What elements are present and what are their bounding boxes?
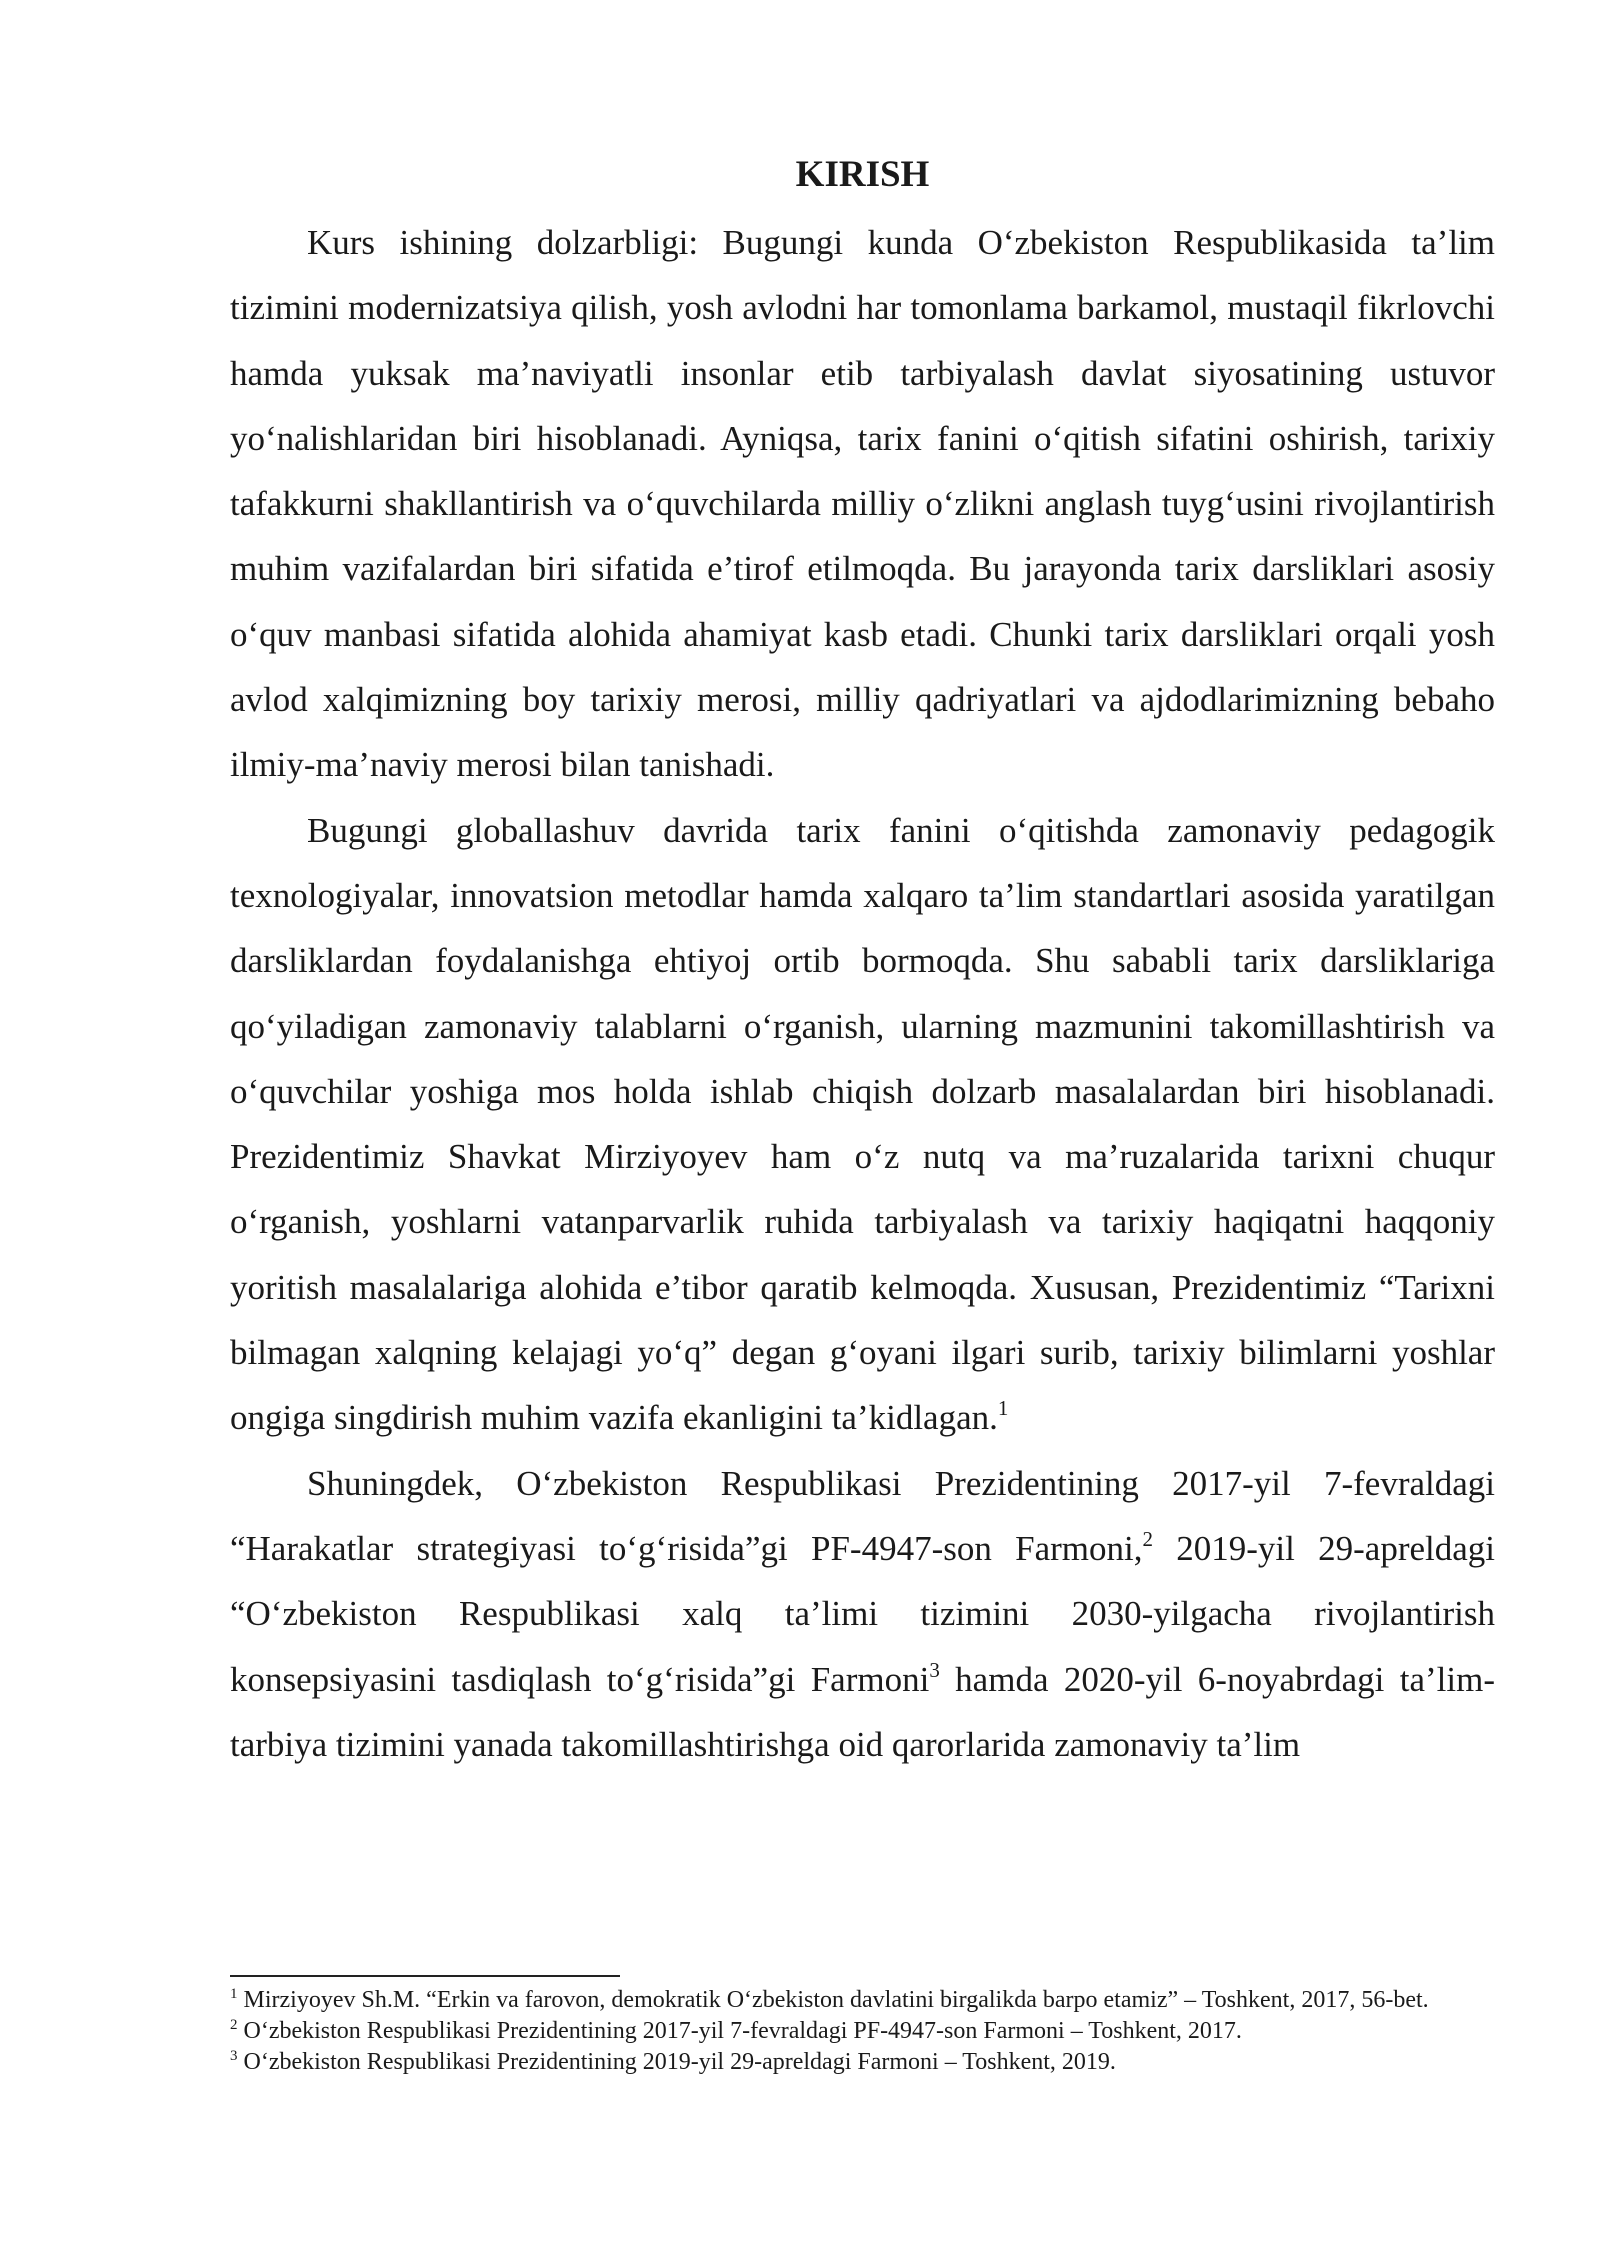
- footnote-ref-2[interactable]: 2: [1142, 1526, 1153, 1551]
- footnote-text: O‘zbekiston Respublikasi Prezidentining 2017-yil 7-fevraldagi PF-4947-son Farmoni – Toshkent, 2017.: [243, 2018, 1242, 2044]
- footnote-text: Mirziyoyev Sh.M. “Erkin va farovon, demokratik O‘zbekiston davlatini birgalikda barpo etamiz” – Toshkent, 2017, 56-bet.: [243, 1987, 1429, 2013]
- paragraph-relevance: [230, 210, 1495, 798]
- paragraph-text: Shuningdek, O‘zbekiston Respublikasi Prezidentining 2017-yil 7-fevraldagi “Harakatlar strategiyasi to‘g‘risida”gi PF-4947-son Farmoni,: [230, 1463, 1495, 1568]
- paragraph-text: 2019-yil 29-apreldagi “O‘zbekiston Respublikasi xalq ta’limi tizimini 2030-yilgacha rivojlantirish konsepsiyasini tasdiqlash to‘g‘risida”gi Farmoni: [230, 1528, 1496, 1699]
- footnote-number: 2: [230, 2017, 238, 2033]
- footnotes: [230, 1985, 1495, 2078]
- footnote-1: [230, 1985, 1495, 2016]
- paragraph-text: hamda 2020-yil 6-noyabrdagi ta’lim-tarbiya tizimini yanada takomillashtirishga oid qarorlarida zamonaviy ta’lim: [230, 1659, 1495, 1764]
- footnote-ref-1[interactable]: 1: [997, 1396, 1009, 1421]
- footnote-ref-3[interactable]: 3: [929, 1657, 940, 1682]
- footnote-number: 3: [230, 2048, 238, 2064]
- paragraph-globalization: [230, 798, 1495, 1451]
- footnote-text: O‘zbekiston Respublikasi Prezidentining 2019-yil 29-apreldagi Farmoni – Toshkent, 2019.: [243, 2049, 1116, 2075]
- body-text: [230, 210, 1495, 1777]
- paragraph-decrees: [230, 1451, 1495, 1777]
- footnote-separator: [230, 1975, 620, 1977]
- footnote-number: 1: [230, 1986, 238, 2002]
- page-title: KIRISH: [795, 154, 930, 195]
- footnote-3: [230, 2047, 1495, 2078]
- paragraph-text: Bugungi globallashuv davrida tarix fanini o‘qitishda zamonaviy pedagogik texnologiyalar, innovatsion metodlar hamda xalqaro ta’lim standartlari asosida yaratilgan darsliklardan foydalanishga ehtiyoj ortib bormoqda. Shu sababli tarix darsliklariga qo‘yiladigan zamonaviy talablarni o‘rganish, ularning mazmunini takomillashtirish va o‘quvchilar yoshiga mos holda ishlab chiqish dolzarb masalalardan biri hisoblanadi. Prezidentimiz Shavkat Mirziyoyev ham o‘z nutq va ma’ruzalarida tarixni chuqur o‘rganish, yoshlarni vatanparvarlik ruhida tarbiyalash va tarixiy haqiqatni haqqoniy yoritish masalalariga alohida e’tibor qaratib kelmoqda. Xususan, Prezidentimiz “Tarixni bilmagan xalqning kelajagi yo‘q” degan g‘oyani ilgari surib, tarixiy bilimlarni yoshlar ongiga singdirish muhim vazifa ekanligini ta’kidlagan.: [230, 810, 1495, 1438]
- paragraph-text: Kurs ishining dolzarbligi: Bugungi kunda O‘zbekiston Respublikasida ta’lim tizimini modernizatsiya qilish, yosh avlodni har tomonlama barkamol, mustaqil fikrlovchi hamda yuksak ma’naviyatli insonlar etib tarbiyalash davlat siyosatining ustuvor yo‘nalishlaridan biri hisoblanadi. Ayniqsa, tarix fanini o‘qitish sifatini oshirish, tarixiy tafakkurni shakllantirish va o‘quvchilarda milliy o‘zlikni anglash tuyg‘usini rivojlantirish muhim vazifalardan biri sifatida e’tirof etilmoqda. Bu jarayonda tarix darsliklari asosiy o‘quv manbasi sifatida alohida ahamiyat kasb etadi. Chunki tarix darsliklari orqali yosh avlod xalqimizning boy tarixiy merosi, milliy qadriyatlari va ajdodlarimizning bebaho ilmiy-ma’naviy merosi bilan tanishadi.: [230, 223, 1495, 785]
- footnote-2: [230, 2016, 1495, 2047]
